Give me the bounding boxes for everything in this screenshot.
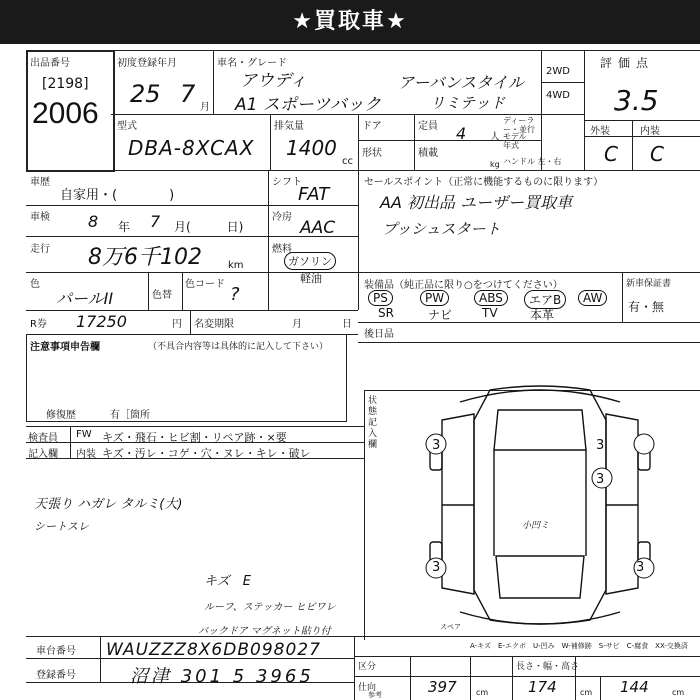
repair-value: 有［箇所 [110,410,150,421]
mark-5: 3 [636,560,645,575]
checker-label: 検査員 [28,433,58,444]
model-grade-line1: アーバンスタイル [398,73,524,92]
displacement-label: 排気量 [274,121,304,132]
warranty-value: 有・無 [628,300,665,314]
equipment-ps: PS [368,290,393,306]
color-sub-label: 色替 [152,290,172,301]
shift-value: FAT [298,184,330,205]
drive-4wd: 4WD [546,90,570,101]
exterior-label: 外装 [590,126,610,137]
diagram-note: 小凹ミ [522,521,550,531]
lot-label: 出品番号 [30,58,70,69]
color-code-value: ? [230,284,240,305]
inspection-label: 車検 [30,212,50,223]
chassis-value: WAUZZZ8X6DB098027 [106,640,321,660]
equipment-aw: AW [578,290,607,306]
score-value: 3.5 [614,84,659,117]
score-label: 評価点 [600,56,655,70]
notes-label: 注意事項申告欄 [30,342,100,353]
model-label: 車名・グレード [217,58,287,69]
sales-point-line1: AA 初出品 ユーザー買取車 [380,193,573,212]
fuel-label: 燃料 [272,244,292,255]
color-code-label: 色コード [185,279,225,290]
displacement-unit: cc [342,156,353,167]
remark-line4: ルーフ、ステッカー ヒビワレ [204,602,336,613]
remark-line2: シートスレ [34,520,89,533]
lot-sub-number: [2198] [42,76,89,92]
mark-1: 3 [432,438,441,453]
first-reg-label: 初度登録年月 [117,58,177,69]
first-reg-month: 7 [180,80,196,108]
mark-2: 3 [596,438,605,453]
warranty-label: 新車保証書 [626,279,672,289]
aircon-value: AAC [300,218,336,238]
usage-label: 車歴 [30,177,50,188]
page-title: ★買取車★ [0,0,700,44]
aircon-label: 冷房 [272,212,292,223]
load-label: 積載 [418,148,438,159]
equipment-label: 装備品（純正品に限り○をつけてください） [364,280,563,291]
equipment-sr: SR [378,306,394,320]
fuel-option: 軽油 [300,272,322,285]
dims-height-unit: cm [672,688,685,697]
dims-width: 174 [528,678,557,696]
spare-label: スペア [440,623,461,631]
entry-label: 記入欄 [28,449,58,460]
equipment-pw: PW [420,290,449,306]
mileage-label: 走行 [30,244,50,255]
fw-label: FW [76,429,92,440]
lot-number: 2006 [32,97,99,130]
repair-label: 修復歴 [46,410,76,421]
damage-mark-front-right [634,434,654,454]
model-name: アウディ [240,71,307,91]
mileage-value: 8万6千102 [88,245,202,270]
retrofit-label: 後日品 [364,329,394,340]
capacity-value: 4 [456,124,467,143]
drive-2wd: 2WD [546,66,570,77]
type-code-value: DBA-8XCAX [128,136,255,160]
equipment-abs: ABS [474,290,508,306]
exterior-value: C [604,142,618,166]
dealer-label: ディーラー・並行 [503,116,535,134]
dims-height: 144 [620,678,649,696]
equipment-airbag: エアB [524,290,566,309]
chassis-label: 車台番号 [36,646,76,657]
transfer-day: 日 [342,319,352,330]
fuel-value: ガソリン [284,252,336,270]
steering-label: ハンドル 左・右 [503,157,562,166]
shift-label: シフト [272,177,302,188]
first-reg-year: 25 [130,80,161,108]
remark-line5: バックドア マグネット貼り付 [198,626,331,637]
dims-ref: 参考 [368,691,382,699]
transfer-label: 名変期限 [194,319,234,330]
sales-point-line2: プッシュスタート [382,220,501,238]
inspection-year-unit: 年 [118,220,131,234]
load-unit: kg [490,160,500,169]
mark-3: 3 [596,472,605,487]
model-year-label: モデル年式 [503,132,527,150]
transfer-month: 月 [292,319,302,330]
mark-4: 3 [432,560,441,575]
displacement-value: 1400 [286,136,337,160]
category-label: 区分 [358,662,377,672]
doors-label: ドア [362,121,382,132]
recycle-unit: 円 [172,319,182,330]
sales-point-label: セールスポイント（正常に機能するものに限ります） [364,177,604,188]
capacity-label: 定員 [418,121,438,132]
inspection-year: 8 [88,212,99,231]
color-value: パールII [56,289,114,308]
diagram-label: 状態記入欄 [368,396,378,450]
inspection-month-unit: 月( 日) [174,220,244,234]
interior-label: 内装 [640,126,660,137]
category-sub: 仕向 [358,683,377,693]
equipment-tv: TV [482,306,498,320]
dims-length: 397 [428,678,457,696]
interior-items: キズ・汚レ・コゲ・穴・ヌレ・キレ・破レ [102,447,311,460]
recycle-label: R券 [30,319,47,330]
capacity-unit: 人 [490,132,500,143]
remark-line1: 天張り ハガレ タルミ(大) [34,497,183,512]
model-grade-line2: リミテッド [430,94,506,112]
remark-line3: キズ E [204,574,251,589]
dims-width-unit: cm [580,688,593,697]
mileage-unit: km [228,260,244,271]
first-reg-month-unit: 月 [200,102,210,113]
notes-sub: （不具合内容等は具体的に記入して下さい） [148,342,329,352]
legend: A-キズ E-エクボ U-凹み W-補修跡 S-サビ C-腐食 XX-交換済 [470,642,688,650]
shape-label: 形状 [362,148,382,159]
color-label: 色 [30,279,40,290]
inspection-month: 7 [150,212,161,231]
model-variant: A1 スポーツバック [235,95,381,115]
dims-length-unit: cm [476,688,489,697]
interior-value: C [650,142,664,166]
fw-items: キズ・飛石・ヒビ割・リペア跡・×要 [102,431,287,444]
dims-label: 長さ・幅・高さ [516,662,580,672]
equipment-leather: 本革 [530,308,555,322]
car-diagram [380,380,698,632]
interior-check-label: 内装 [76,449,96,460]
usage-value: 自家用・( ) [60,188,175,203]
equipment-navi: ナビ [428,308,453,322]
plate-value: 沼津 301 5 3965 [130,666,314,687]
recycle-value: 17250 [76,312,127,331]
plate-label: 登録番号 [36,670,76,681]
type-code-label: 型式 [117,121,137,132]
